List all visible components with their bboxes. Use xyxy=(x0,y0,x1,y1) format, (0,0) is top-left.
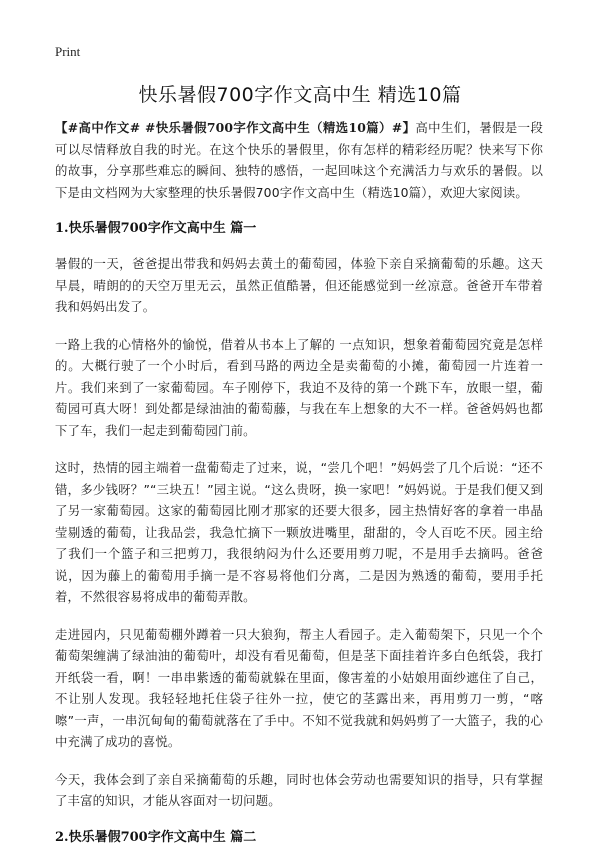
section-1-paragraph-2: 一路上我的心情格外的愉悦，借着从书本上了解的 一点知识，想象着葡萄园究竟是怎样的。大概行驶了一个小时后，看到马路的两边全是卖葡萄的小摊，葡萄园一片连着一片。我们来到了一家葡萄园。车子刚停下，我迫不及待的第一个跳下车，放眼一望，葡萄园可真大呀！到处都是绿油油的葡萄藤，与我在车上想象的大不一样。爸爸妈妈也都下了车，我们一起走到葡萄园门前。 xyxy=(55,336,543,438)
section-1-paragraph-4: 走进园内，只见葡萄棚外蹲着一只大狼狗，帮主人看园子。走入葡萄架下，只见一个个葡萄架缠满了绿油油的葡萄叶，却没有看见葡萄，但是茎下面挂着许多白色纸袋，我打开纸袋一看，啊！一串串紫透的葡萄就躲在里面，像害羞的小姑娘用面纱遮住了自己，不让别人发现。我轻轻地托住袋子往外一拉，使它的茎露出来，再用剪刀一剪，“喀嚓”一声，一串沉甸甸的葡萄就落在了手中。不知不觉我就和妈妈剪了一大篮子，我的心中充满了成功的喜悦。 xyxy=(55,626,543,749)
intro-hashtag-tag: 【#高中作文# #快乐暑假700字作文高中生（精选10篇）#】 xyxy=(55,120,416,135)
section-1-paragraph-1: 暑假的一天，爸爸提出带我和妈妈去黄土的葡萄园，体验下亲自采摘葡萄的乐趣。这天早晨，晴朗的的天空万里无云，虽然正值酷暑，但还能感觉到一丝凉意。爸爸开车带着我和妈妈出发了。 xyxy=(55,256,543,314)
intro-text: 高中生们，暑假是一段可以尽情释放自我的时光。在这个快乐的暑假里，你有怎样的精彩经历呢？快来写下你的故事，分享那些难忘的瞬间、独特的感悟，一起回味这个充满活力与欢乐的暑假。以下是由文档网为大家整理的快乐暑假700字作文高中生（精选10篇），欢迎大家阅读。 xyxy=(55,120,543,200)
intro-paragraph xyxy=(55,117,543,203)
section-1-paragraph-3: 这时，热情的园主端着一盘葡萄走了过来，说，“尝几个吧！”妈妈尝了几个后说：“还不错，多少钱呀？”“三块五！”园主说。“这么贵呀，换一家吧！”妈妈说。于是我们便又到了另一家葡萄园。这家的葡萄园比刚才那家的还要大很多，园主热情好客的拿着一串晶莹剔透的葡萄，让我品尝，我急忙摘下一颗放进嘴里，甜甜的，令人百吃不厌。园主给了我们一个篮子和三把剪刀，我很纳闷为什么还要用剪刀呢，不是用手去摘吗。爸爸说，因为藤上的葡萄用手摘一是不容易将他们分离，二是因为熟透的葡萄，要用手托着，不然很容易将成串的葡萄弄散。 xyxy=(55,460,543,604)
section-heading-2: 2.快乐暑假700字作文高中生 篇二 xyxy=(55,829,257,845)
section-heading-1: 1.快乐暑假700字作文高中生 篇一 xyxy=(55,221,257,236)
document-title: 快乐暑假700字作文高中生 精选10篇 xyxy=(138,84,462,106)
document-body xyxy=(55,117,543,862)
section-1-paragraph-5: 今天，我体会到了亲自采摘葡萄的乐趣，同时也体会劳动也需要知识的指导，只有掌握了丰富的知识，才能从容面对一切问题。 xyxy=(55,771,543,808)
print-link[interactable]: Print xyxy=(55,44,81,59)
